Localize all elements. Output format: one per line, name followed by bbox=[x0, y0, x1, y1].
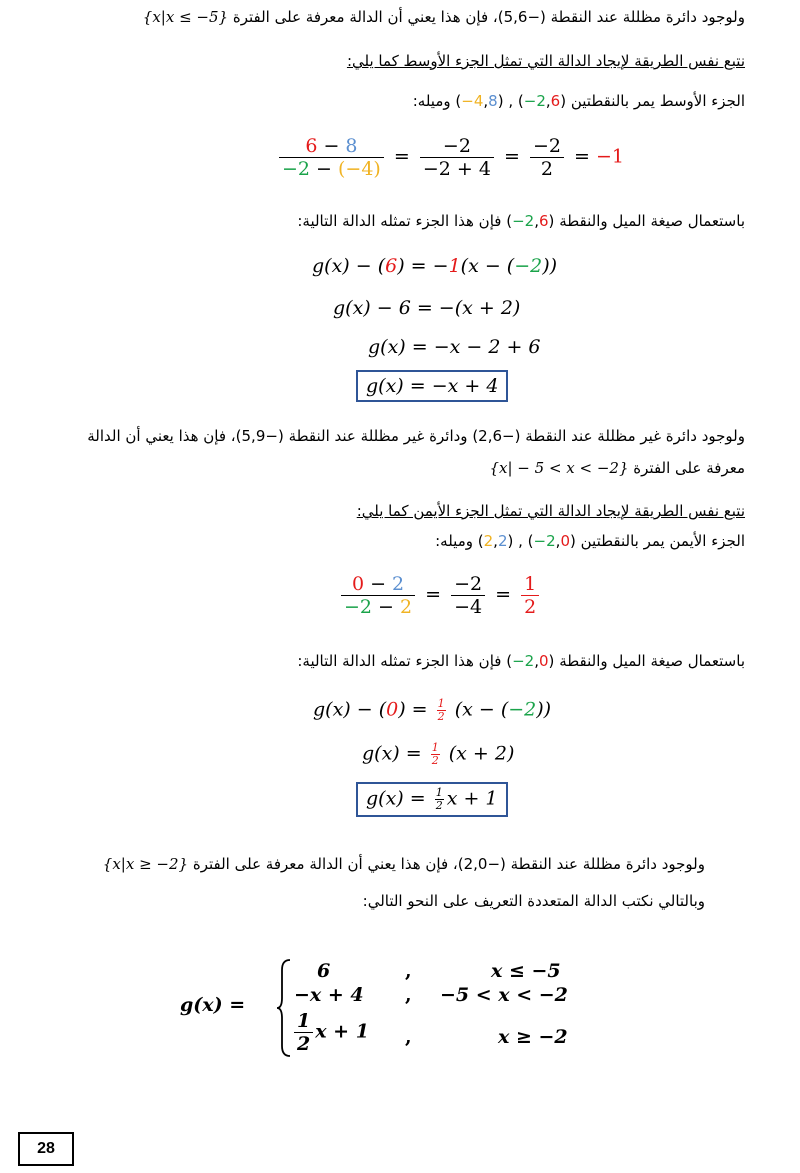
paragraph-right-points: الجزء الأيمن يمر بالنقطتين (−2,0) , (2,2) وميله: bbox=[435, 532, 745, 550]
point-b: (2,2) bbox=[477, 532, 514, 550]
paragraph-point-slope-right bbox=[297, 650, 745, 672]
case-cond: x ≥ −2 bbox=[498, 1026, 568, 1048]
case-cond: −5 < x < −2 bbox=[440, 984, 568, 1006]
text: ولوجود دائرة مظللة عند النقطة (−2,0)، فإن هذا يعني أن الدالة معرفة على الفترة bbox=[192, 855, 705, 873]
equation-line: g(x) − 6 = −(x + 2) bbox=[333, 297, 521, 319]
text: فإن هذا الجزء تمثله الدالة التالية: bbox=[297, 212, 502, 230]
equation-line: g(x) − (6) = −1(x − (−2)) bbox=[312, 255, 558, 277]
piecewise-lhs: g(x) = bbox=[180, 994, 246, 1016]
boxed-result-middle: g(x) = −x + 4 bbox=[356, 370, 508, 402]
text: فإن هذا الجزء تمثله الدالة التالية: bbox=[297, 652, 502, 670]
case-expr: 6 bbox=[317, 960, 331, 982]
point: (−2,0) bbox=[506, 652, 555, 670]
interval-set: {x| − 5 < x < −2} bbox=[489, 459, 629, 477]
paragraph-shaded-circle-left bbox=[143, 6, 745, 28]
slope-value: $\frac{1}{2}$ bbox=[521, 573, 539, 618]
equation-line: g(x) = $\frac{1}{2}$ (x + 2) bbox=[362, 741, 515, 767]
slope-equation-right: $\frac{0 - 2}{-2 - 2}$ = $\frac{-2}{-4}$ = $\frac{1}{2}$ bbox=[337, 573, 543, 618]
point-a: (−2,0) bbox=[527, 532, 576, 550]
page-number: 28 bbox=[18, 1132, 74, 1166]
text: معرفة على الفترة bbox=[633, 459, 745, 477]
fraction: $\frac{6 - 8}{-2 - (-4)}$ bbox=[279, 135, 384, 180]
section-heading-middle: نتبع نفس الطريقة لإيجاد الدالة التي تمثل الجزء الأوسط كما يلي: bbox=[346, 52, 745, 70]
slope-equation-middle: $\frac{6 - 8}{-2 - (-4)}$ = $\frac{-2}{-2 + 4}$ = $\frac{-2}{2}$ = −1 bbox=[275, 135, 624, 180]
separator: , bbox=[405, 984, 412, 1006]
fraction: $\frac{-2}{-4}$ bbox=[451, 573, 485, 618]
left-brace bbox=[276, 958, 292, 1058]
piecewise-function bbox=[180, 958, 620, 1058]
fraction: $\frac{-2}{-2 + 4}$ bbox=[420, 135, 494, 180]
case-expr: $\frac{1}{2}$ x + 1 bbox=[294, 1010, 369, 1055]
text: باستعمال صيغة الميل والنقطة bbox=[559, 212, 745, 230]
paragraph-point-slope-middle bbox=[297, 210, 745, 232]
section-heading-right: نتبع نفس الطريقة لإيجاد الدالة التي تمثل الجزء الأيمن كما يلي: bbox=[356, 502, 745, 520]
separator: , bbox=[405, 1026, 412, 1048]
text: وميله: bbox=[435, 532, 473, 550]
text: باستعمال صيغة الميل والنقطة bbox=[559, 652, 745, 670]
point-a: (−2,6) bbox=[517, 92, 567, 110]
paragraph-conclusion: وبالتالي نكتب الدالة المتعددة التعريف على النحو التالي: bbox=[362, 892, 705, 910]
fraction: $\frac{0 - 2}{-2 - 2}$ bbox=[341, 573, 415, 618]
interval-set: {x|x ≤ −5} bbox=[142, 8, 229, 26]
paragraph-shaded-circle-right bbox=[103, 853, 705, 875]
case-cond: x ≤ −5 bbox=[491, 960, 561, 982]
point: (−2,6) bbox=[506, 212, 555, 230]
equation-line: g(x) − (0) = $\frac{1}{2}$ (x − (−2)) bbox=[313, 697, 552, 723]
equation-line: g(x) = −x − 2 + 6 bbox=[368, 336, 541, 358]
paragraph-middle-points: الجزء الأوسط يمر بالنقطتين (−2,6) , (−4,8) وميله: bbox=[412, 92, 745, 110]
separator: , bbox=[405, 960, 412, 982]
fraction: $\frac{-2}{2}$ bbox=[530, 135, 564, 180]
text: الجزء الأوسط يمر بالنقطتين bbox=[570, 92, 745, 110]
paragraph-open-circles: ولوجود دائرة غير مظللة عند النقطة (−2,6) ودائرة غير مظللة عند النقطة (−5,9)، فإن هذا يعني أن الدالة bbox=[87, 427, 745, 445]
boxed-result-right: g(x) = $\frac{1}{2}$ x + 1 bbox=[356, 782, 508, 817]
case-expr: −x + 4 bbox=[294, 984, 364, 1006]
text: الجزء الأيمن يمر بالنقطتين bbox=[580, 532, 745, 550]
text: وميله: bbox=[412, 92, 451, 110]
paragraph-text: ولوجود دائرة مظللة عند النقطة (−5,6)، فإن هذا يعني أن الدالة معرفة على الفترة bbox=[232, 8, 745, 26]
slope-value: −1 bbox=[595, 145, 624, 168]
point-b: (−4,8) bbox=[455, 92, 504, 110]
interval-set: {x|x ≥ −2} bbox=[102, 855, 189, 873]
paragraph-interval-middle bbox=[489, 457, 745, 479]
